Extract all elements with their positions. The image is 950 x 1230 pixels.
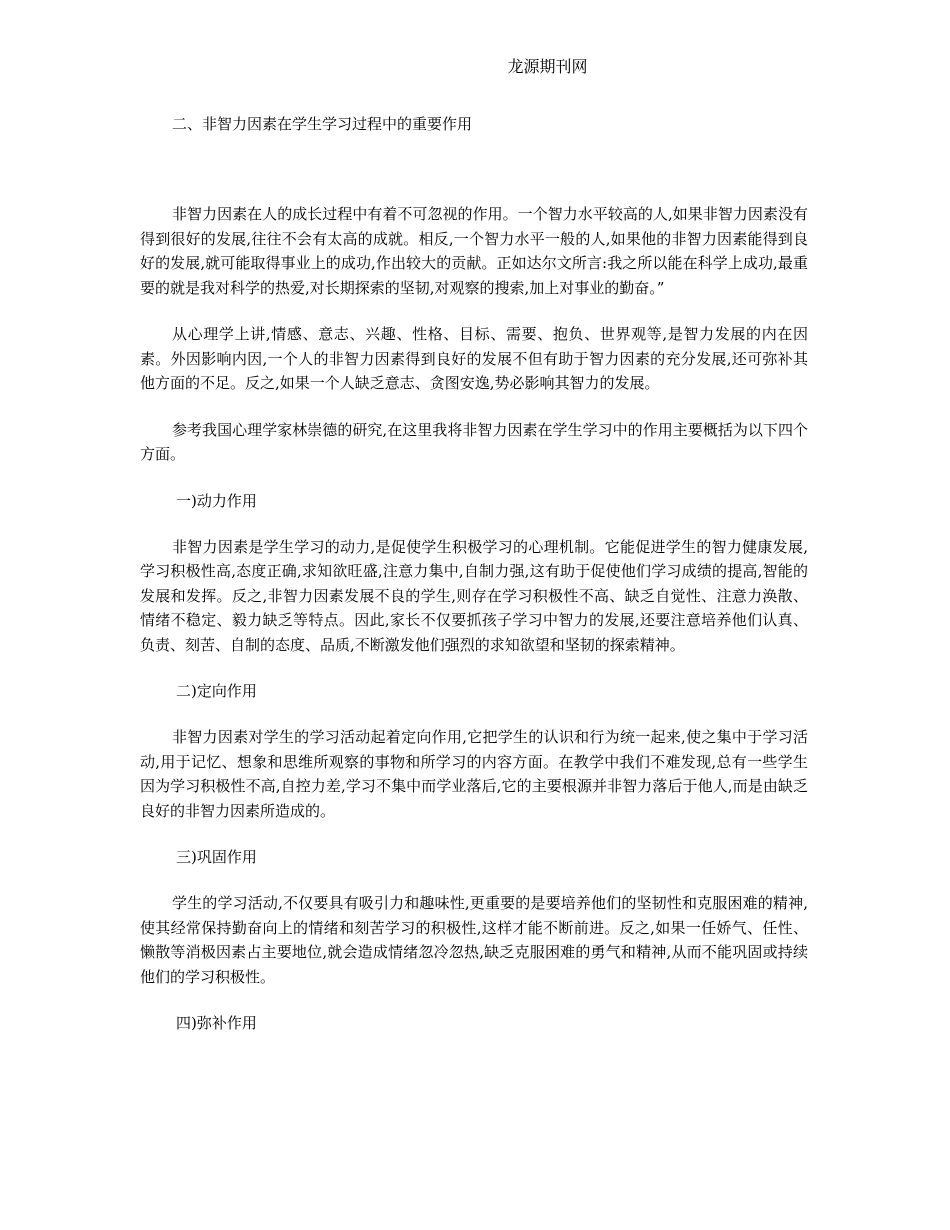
spacer <box>140 136 808 202</box>
subsection-text-orientation: 非智力因素对学生的学习活动起着定向作用,它把学生的认识和行为统一起来,使之集中于学习活动,用于记忆、想象和思维所观察的事物和所学习的内容方面。在教学中我们不难发现,总有一些学生因为学习积极性不高,自控力差,学习不集中而学业落后,它的主要根源并非智力落后于他人,而是由缺乏良好的非智力因素所造成的。 <box>140 728 808 820</box>
site-name-header: 龙源期刊网 <box>507 57 588 76</box>
article-body <box>140 112 808 1057</box>
section-title: 二、非智力因素在学生学习过程中的重要作用 <box>172 115 473 133</box>
subsection-heading-motivation: 一)动力作用 <box>176 491 257 510</box>
paragraph-intro: 非智力因素在人的成长过程中有着不可忽视的作用。一个智力水平较高的人,如果非智力因素没有得到很好的发展,往往不会有太高的成就。相反,一个智力水平一般的人,如果他的非智力因素能得到良好的发展,就可能取得事业上的成功,作出较大的贡献。正如达尔文所言:我之所以能在科学上成功,最重要的就是我对科学的热爱,对长期探索的坚韧,对观察的搜索,加上对事业的勤奋。” <box>140 205 808 297</box>
subsection-heading-consolidation: 三)巩固作用 <box>176 848 257 866</box>
subsection-text-consolidation: 学生的学习活动,不仅要具有吸引力和趣味性,更重要的是要培养他们的坚韧性和克服困难的精神,使其经常保持勤奋向上的情绪和刻苦学习的积极性,这样才能不断前进。反之,如果一任娇气、任性、懒散等消极因素占主要地位,就会造成情绪忽冷忽热,缺乏克服困难的勇气和精神,从而不能巩固或持续他们的学习积极性。 <box>140 894 808 986</box>
paragraph-psychology: 从心理学上讲,情感、意志、兴趣、性格、目标、需要、抱负、世界观等,是智力发展的内在因素。外因影响内因,一个人的非智力因素得到良好的发展不但有助于智力因素的充分发展,还可弥补其他方面的不足。反之,如果一个人缺乏意志、贪图安逸,势必影响其智力的发展。 <box>140 325 808 392</box>
subsection-heading-compensation: 四)弥补作用 <box>176 1014 257 1032</box>
subsection-heading-orientation: 二)定向作用 <box>176 682 257 700</box>
subsection-text-motivation: 非智力因素是学生学习的动力,是促使学生积极学习的心理机制。它能促进学生的智力健康发展,学习积极性高,态度正确,求知欲旺盛,注意力集中,自制力强,这有助于促使他们学习成绩的提高,智能的发展和发挥。反之,非智力因素发展不良的学生,则存在学习积极性不高、缺乏自觉性、注意力涣散、情绪不稳定、毅力缺乏等特点。因此,家长不仅要抓孩子学习中智力的发展,还要注意培养他们认真、负责、刻苦、自制的态度、品质,不断激发他们强烈的求知欲望和坚韧的探索精神。 <box>140 537 808 654</box>
paragraph-reference: 参考我国心理学家林崇德的研究,在这里我将非智力因素在学生学习中的作用主要概括为以下四个方面。 <box>140 420 808 463</box>
